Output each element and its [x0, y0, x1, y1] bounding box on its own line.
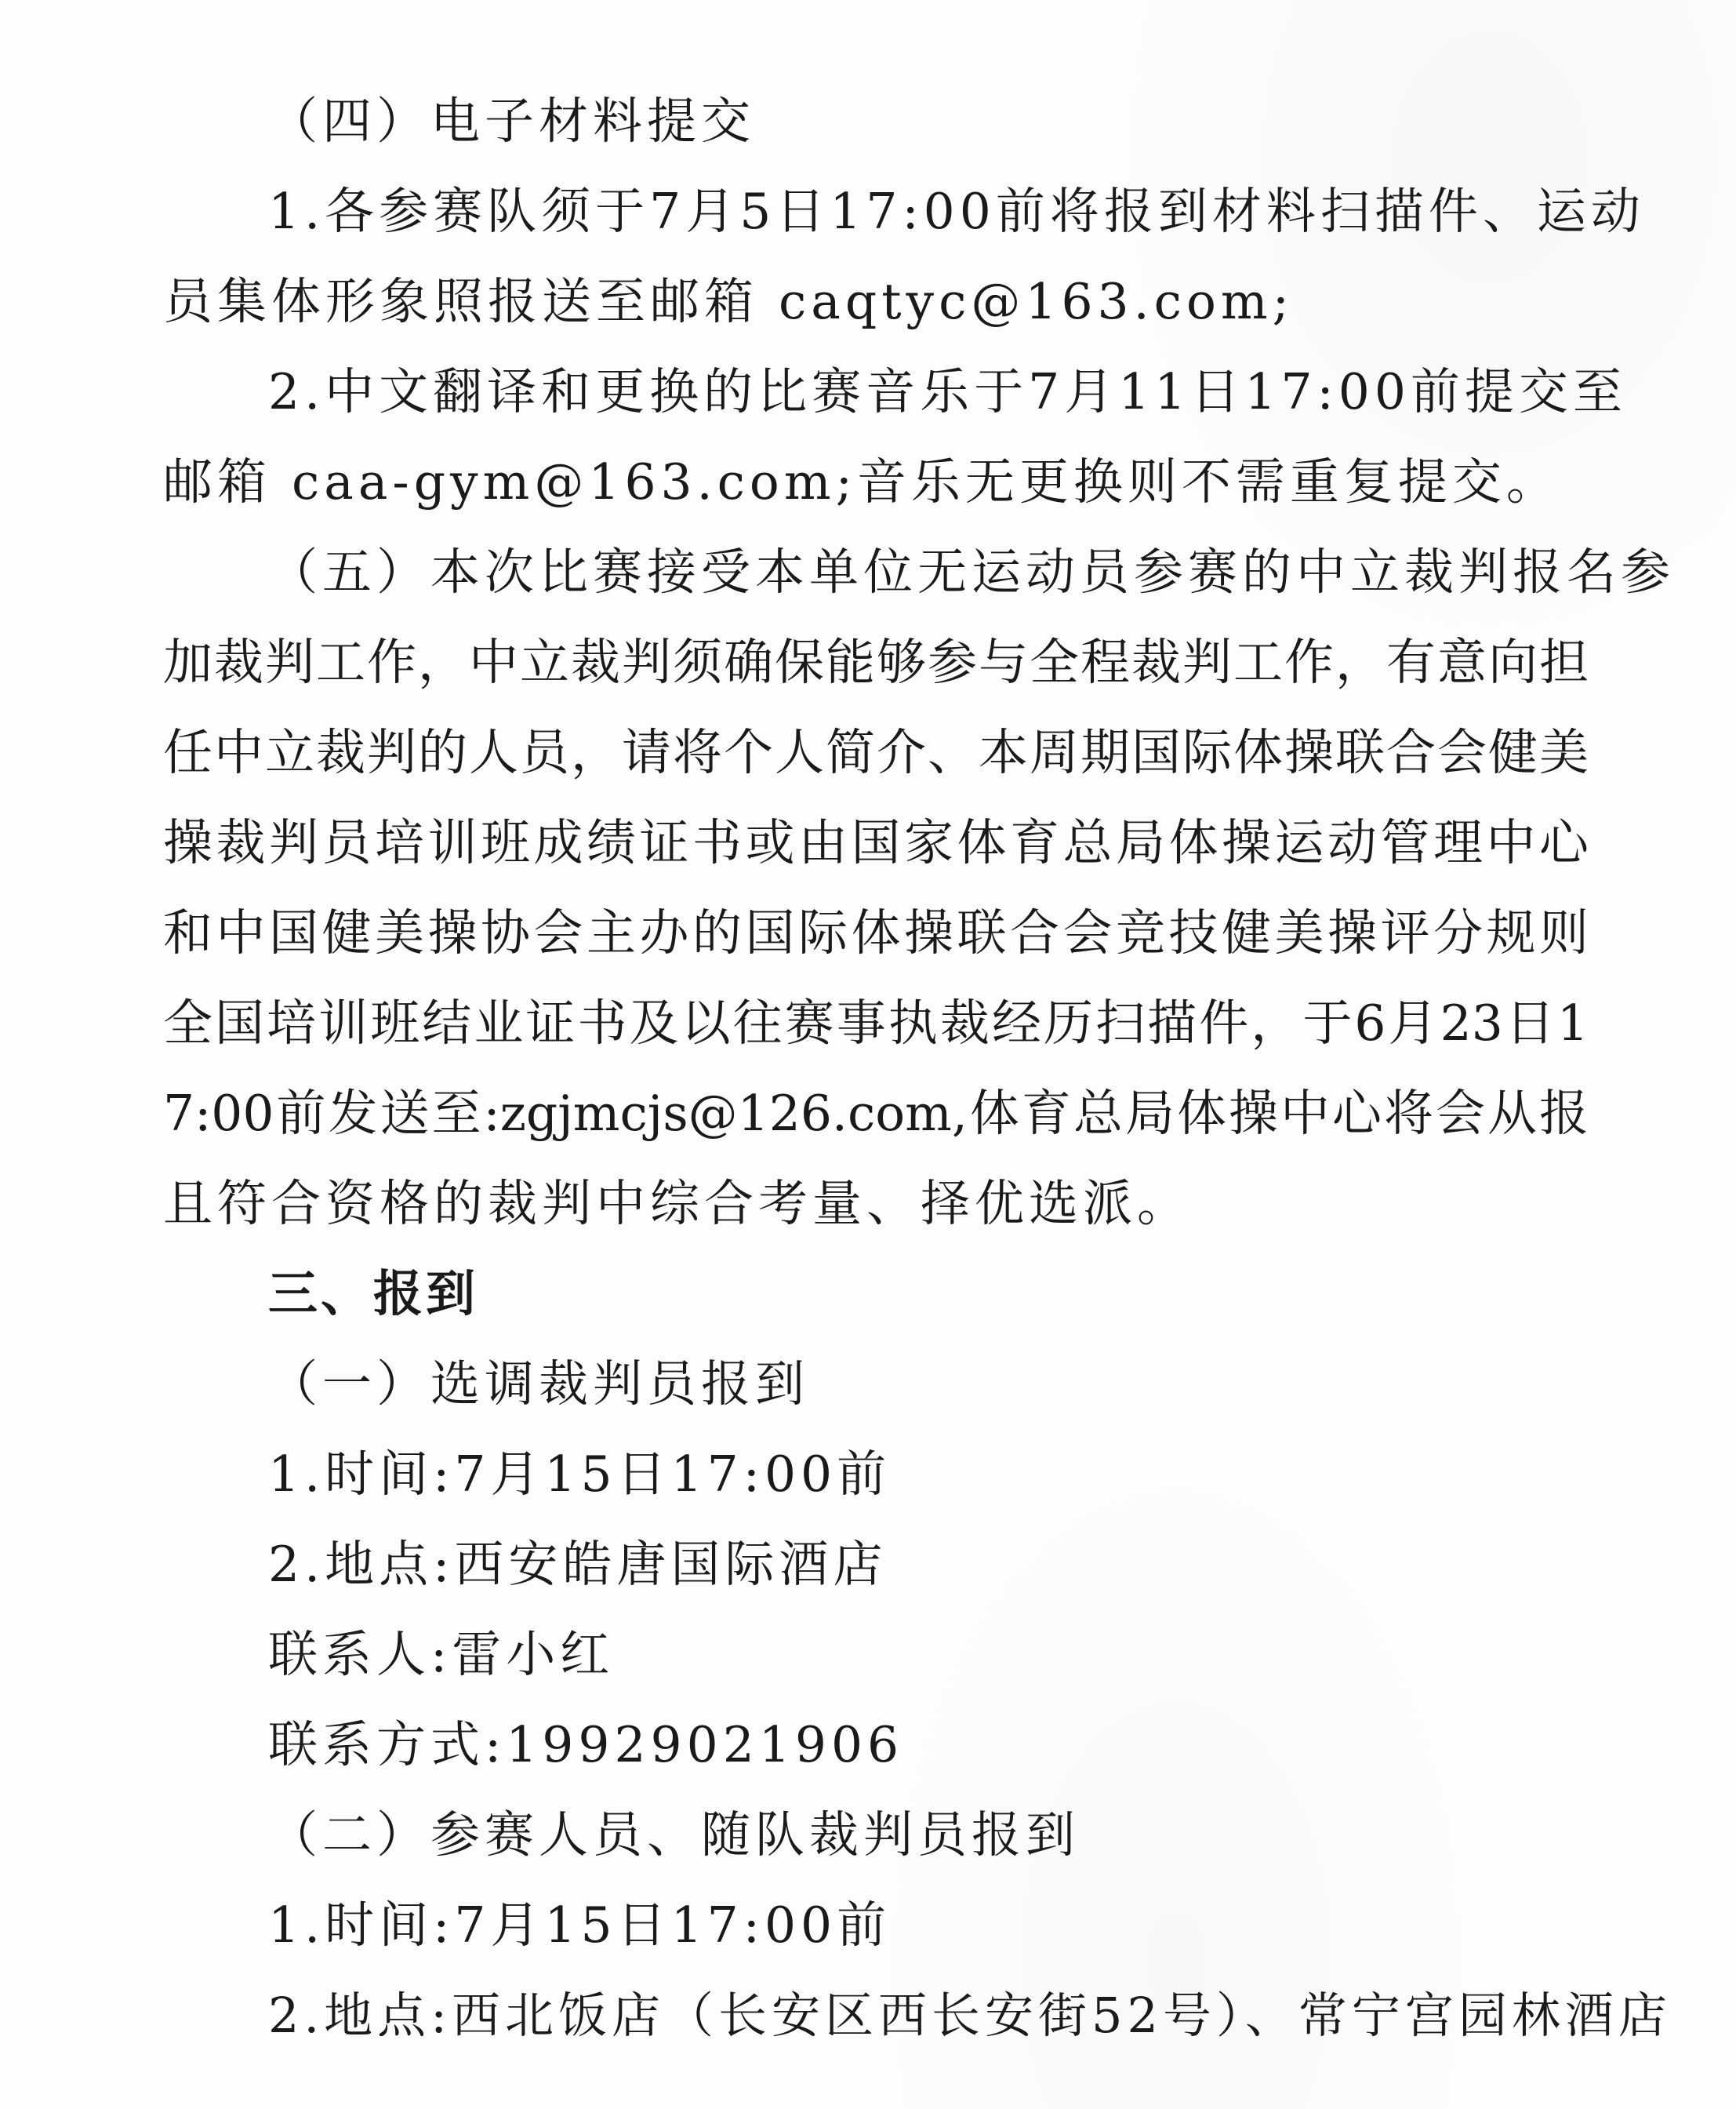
paragraph-line: 且符合资格的裁判中综合考量、择优选派。 [163, 1175, 1191, 1232]
paragraph-line: （五）本次比赛接受本单位无运动员参赛的中立裁判报名参 [268, 544, 1675, 601]
paragraph-line: 7:00前发送至:zgjmcjs@126.com,体育总局体操中心将会从报 [163, 1085, 1589, 1142]
paragraph-line: 任中立裁判的人员，请将个人简介、本周期国际体操联合会健美 [163, 724, 1589, 781]
paragraph-line: 员集体形象照报送至邮箱 caqtyc@163.com; [163, 273, 1294, 330]
paragraph-line: 2.地点:西北饭店（长安区西长安街52号）、常宁宫园林酒店 [268, 1987, 1672, 2044]
paragraph-line: 和中国健美操协会主办的国际体操联合会竞技健美操评分规则 [163, 904, 1589, 962]
paragraph-line: 操裁判员培训班成绩证书或由国家体育总局体操运动管理中心 [163, 814, 1589, 871]
paragraph-line: 邮箱 caa-gym@163.com;音乐无更换则不需重复提交。 [163, 453, 1560, 511]
paragraph-line: 1.时间:7月15日17:00前 [268, 1896, 892, 1954]
paragraph-line: 联系方式:19929021906 [268, 1716, 904, 1773]
paragraph-line: 1.各参赛队须于7月5日17:00前将报到材料扫描件、运动 [268, 183, 1645, 240]
section-heading-registration: 三、报到 [268, 1265, 478, 1322]
paragraph-line: 2.中文翻译和更换的比赛音乐于7月11日17:00前提交至 [268, 363, 1627, 420]
section-heading-electronic-materials: （四）电子材料提交 [268, 93, 755, 150]
subsection-heading: （一）选调裁判员报到 [268, 1355, 809, 1413]
paragraph-line: 1.时间:7月15日17:00前 [268, 1445, 892, 1503]
paragraph-line: 全国培训班结业证书及以往赛事执裁经历扫描件，于6月23日1 [163, 995, 1589, 1052]
paragraph-line: 加裁判工作，中立裁判须确保能够参与全程裁判工作，有意向担 [163, 634, 1589, 691]
paragraph-line: 2.地点:西安皓唐国际酒店 [268, 1536, 888, 1593]
paragraph-line: 联系人:雷小红 [268, 1626, 615, 1683]
subsection-heading: （二）参赛人员、随队裁判员报到 [268, 1806, 1080, 1864]
